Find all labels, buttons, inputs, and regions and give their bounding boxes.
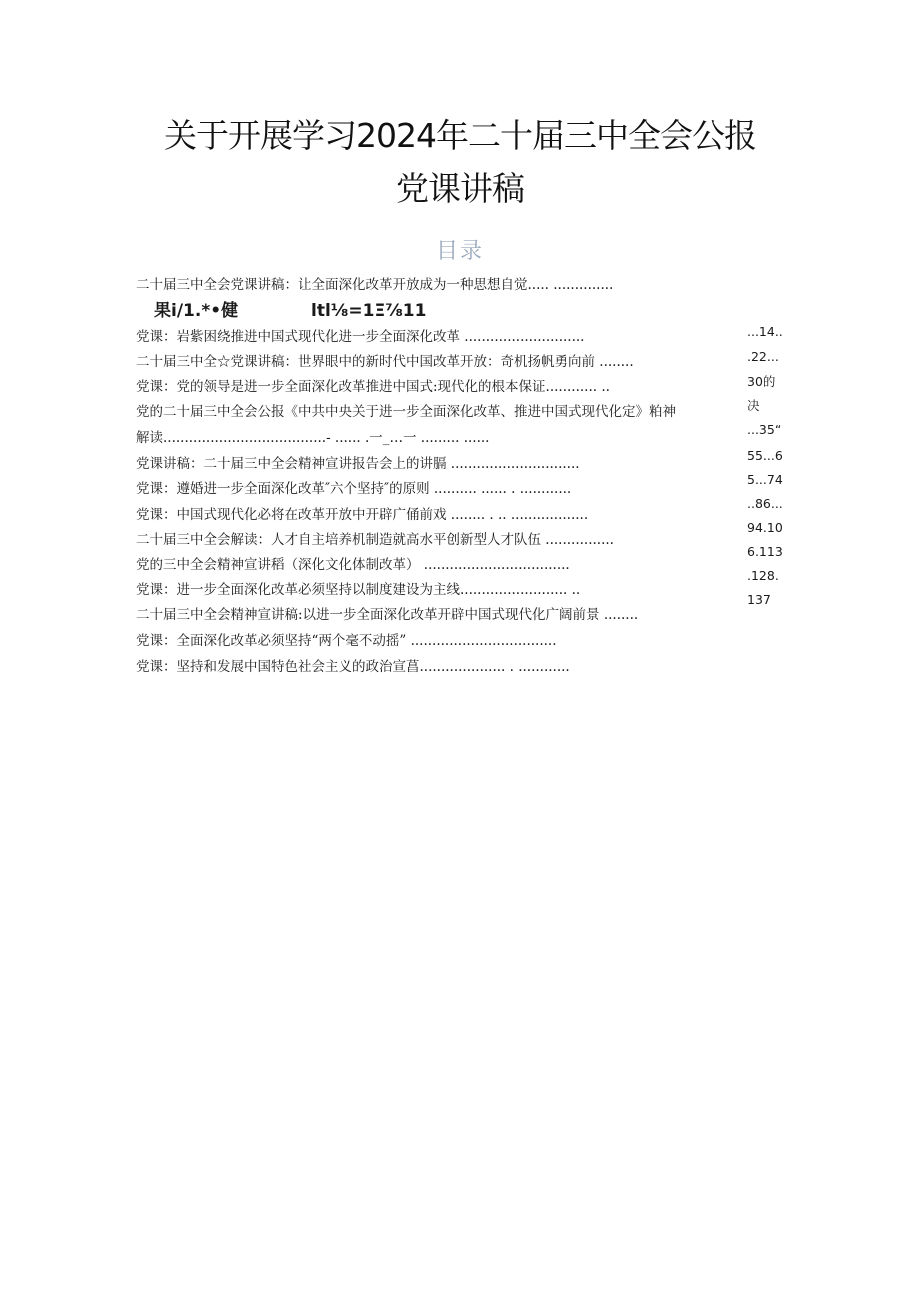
page-number: 6.113 — [747, 544, 783, 559]
page-number: ..86... — [747, 496, 783, 511]
toc-entry: 党课：中国式现代化必将在改革开放中开辟广俑前戏 ........ . .. .................. — [136, 507, 589, 523]
toc-entry: 二十届三中全会党课讲稿：让全面深化改革开放成为一种思想自觉..... .............. — [136, 277, 614, 293]
toc-entry: 二十届三中全会精神宣讲稿:以进一步全面深化改革开辟中国式现代化广阔前景 ........ — [136, 607, 639, 623]
toc-entry: 党课：遵婚进一步全面深化改革″六个坚持″的原则 .......... ...... . ............ — [136, 481, 572, 497]
page-number: .22... — [747, 349, 779, 364]
page-number: .128. — [747, 568, 779, 583]
page-number: 30的 — [747, 374, 776, 389]
page-number: 94.10 — [747, 520, 783, 535]
garbled-text: 果i/1.*•健 — [154, 301, 239, 321]
page-number: 决 — [747, 398, 760, 413]
toc-entry: 二十届三中全☆党课讲稿：世界眼中的新时代中国改革开放：奇机扬帆勇向前 ........ — [136, 354, 634, 370]
toc-entry: 党的二十届三中全会公报《中共中央关于进一步全面深化改革、推进中国式现代化定》粕神 — [136, 404, 676, 420]
page-number: 55...6 — [747, 448, 783, 463]
toc-entry: 党课：坚持和发展中国特色社会主义的政治宣菖.................... . ............ — [136, 659, 570, 675]
toc-heading: 目录 — [435, 239, 484, 264]
page-number: 137 — [747, 592, 771, 607]
toc-entry: 党的三中全会精神宣讲稻（深化文化体制改革） .................................. — [136, 557, 570, 573]
toc-entry: 党课：岩紫困绕推进中国式现代化进一步全面深化改革 ............................ — [136, 329, 585, 345]
toc-entry: 党课：党的领导是进一步全面深化改革推进中国式:现代化的根本保证............ .. — [136, 379, 610, 395]
garbled-text: ltl⅛=1Ξ⅞11 — [311, 301, 427, 321]
toc-entry: 党课讲稿：二十届三中全会精神宣讲报告会上的讲膈 .............................. — [136, 456, 580, 472]
toc-entry: 党课：全面深化改革必须坚持“两个毫不动摇” .................................. — [136, 633, 557, 649]
document-title-line-1: 关于开展学习2024年二十届三中全会公报 — [164, 116, 756, 155]
page-number: ...35“ — [747, 422, 782, 437]
page-number: ...14.. — [747, 324, 783, 339]
page-number: 5...74 — [747, 472, 783, 487]
toc-entry: 二十届三中全会解读：人才自主培养机制造就高水平创新型人才队伍 ................ — [136, 532, 614, 548]
toc-entry: 解读......................................- ...... .一_…一 ......... ...... — [136, 430, 490, 446]
document-title-line-2: 党课讲稿 — [396, 169, 524, 208]
toc-entry: 党课：进一步全面深化改革必须坚持以制度建设为主线......................... .. — [136, 582, 581, 598]
